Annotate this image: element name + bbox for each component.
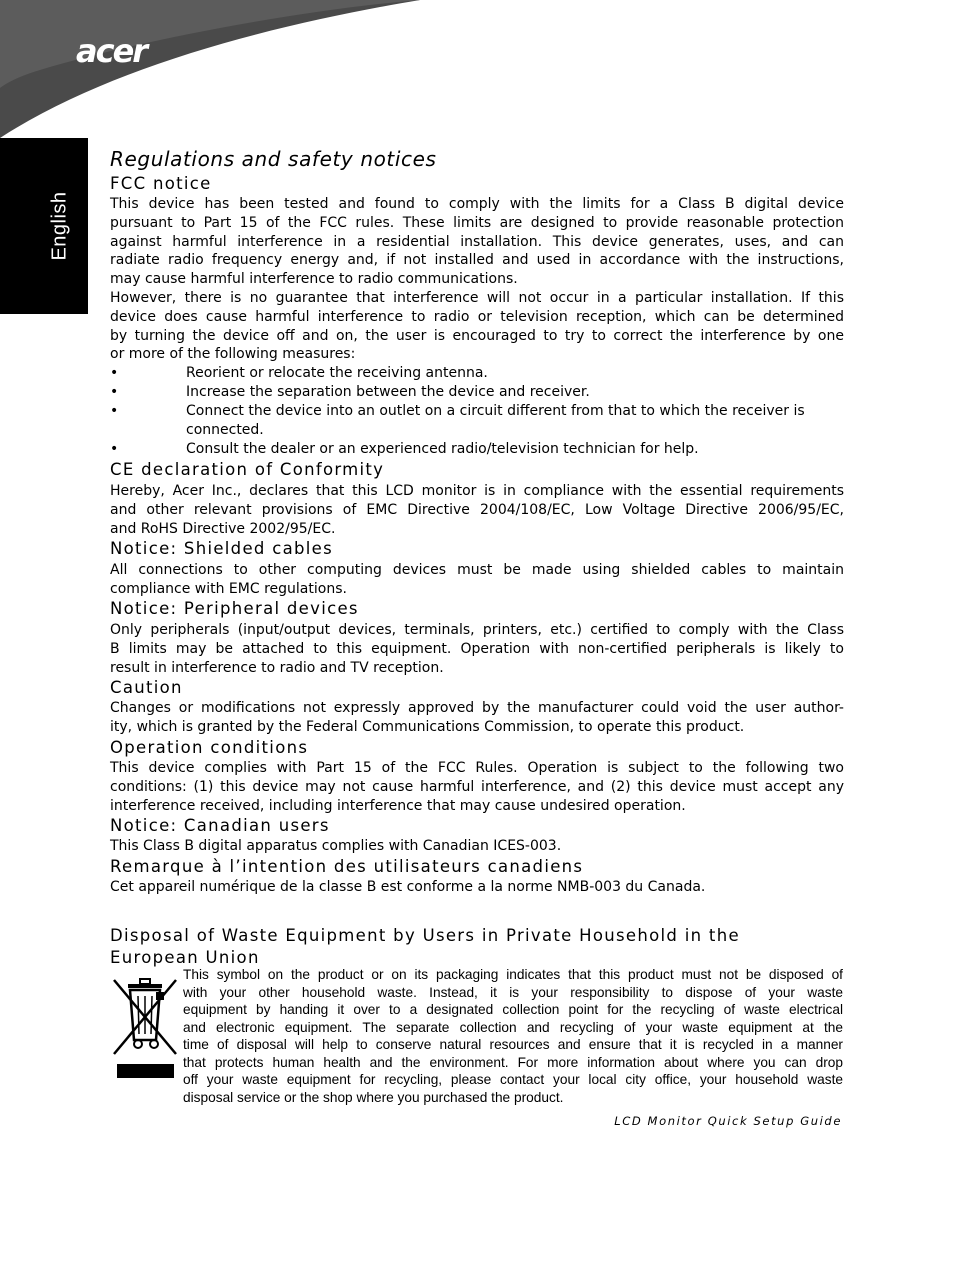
- acer-wordmark-icon: [74, 30, 164, 70]
- canadian-users-heading: Notice: Canadian users: [110, 816, 330, 835]
- bullet-icon: •: [110, 384, 119, 400]
- text-line: compliance with EMC regulations.: [110, 580, 347, 597]
- fcc-paragraph-2: [110, 289, 844, 364]
- header-swoosh: [0, 0, 954, 140]
- text-line: Hereby, Acer Inc., declares that this LCD monitor is in compliance with the essential requirements: [110, 483, 844, 499]
- bullet-icon: •: [110, 365, 119, 381]
- crossed-out-wheelie-bin-icon: [108, 974, 182, 1080]
- text-line: and electronic equipment. The separate collection and recycling of your waste equipment at the: [183, 1019, 843, 1035]
- operation-conditions-heading: Operation conditions: [110, 738, 309, 757]
- text-line: and RoHS Directive 2002/95/EC.: [110, 520, 336, 537]
- text-line: This Class B digital apparatus complies with Canadian ICES-003.: [110, 838, 562, 854]
- peripheral-devices-heading: Notice: Peripheral devices: [110, 599, 359, 618]
- text-line: disposal service or the shop where you purchased the product.: [183, 1089, 564, 1105]
- page-title: Regulations and safety notices: [110, 147, 437, 171]
- weee-heading-line-1: Disposal of Waste Equipment by Users in Private Household in the: [110, 926, 740, 945]
- text-line: This device has been tested and found to comply with the limits for a Class B digital device: [110, 196, 844, 212]
- weee-heading-line-2: European Union: [110, 948, 260, 967]
- list-item-text: Reorient or relocate the receiving antenna.: [186, 365, 488, 381]
- shielded-cables-heading: Notice: Shielded cables: [110, 539, 334, 558]
- bullet-icon: •: [110, 403, 119, 419]
- text-line: equipment by handing it over to a designated collection point for the recycling of waste electrical: [183, 1002, 843, 1017]
- ce-heading: CE declaration of Conformity: [110, 460, 385, 479]
- fcc-heading: FCC notice: [110, 174, 212, 193]
- text-line: and other relevant provisions of EMC Directive 2004/108/EC, Low Voltage Directive 2006/95/EC,: [110, 501, 844, 518]
- language-tab-label: English: [48, 191, 71, 261]
- text-line: radiate radio frequency energy and, if not installed and used in accordance with the instructions,: [110, 252, 844, 269]
- fcc-paragraph-1: [110, 195, 844, 289]
- text-line: This symbol on the product or on its packaging indicates that this product must not be disposed of: [183, 967, 843, 982]
- text-line: that protects human health and the environment. For more information about where you can drop: [183, 1054, 843, 1070]
- list-item-text: Consult the dealer or an experienced radio/television technician for help.: [186, 441, 699, 457]
- ce-paragraph: [110, 482, 844, 538]
- text-line: conditions: (1) this device may not cause harmful interference, and (2) this device must accept any: [110, 778, 844, 795]
- text-line: or more of the following measures:: [110, 346, 356, 363]
- caution-paragraph: [110, 699, 844, 737]
- list-item-text: Increase the separation between the device and receiver.: [186, 384, 590, 400]
- text-line: result in interference to radio and TV reception.: [110, 659, 444, 676]
- text-line: ity, which is granted by the Federal Communications Commission, to operate this product.: [110, 718, 745, 735]
- svg-text:acer: acer: [76, 32, 147, 70]
- text-line: Cet appareil numérique de la classe B est conforme a la norme NMB-003 du Canada.: [110, 879, 706, 895]
- text-line: against harmful interference in a residential installation. This device generates, uses, and can: [110, 233, 844, 250]
- text-line: by turning the device off and on, the user is encouraged to try to correct the interference by one: [110, 327, 844, 344]
- text-line: All connections to other computing devices must be made using shielded cables to maintain: [110, 562, 844, 578]
- text-line: device does cause harmful interference to radio or television reception, which can be determined: [110, 308, 844, 325]
- text-line: This device complies with Part 15 of the FCC Rules. Operation is subject to the following two: [110, 760, 844, 776]
- text-line: Changes or modifications not expressly approved by the manufacturer could void the user author-: [110, 700, 844, 716]
- footer-guide-title: LCD Monitor Quick Setup Guide: [614, 1114, 842, 1128]
- language-side-tab: [0, 138, 88, 314]
- canadian-users-paragraph: [110, 837, 844, 856]
- weee-paragraph: [183, 966, 843, 1106]
- operation-conditions-paragraph: [110, 759, 844, 815]
- remarque-heading: Remarque à l’intention des utilisateurs canadiens: [110, 857, 584, 876]
- text-line: B limits may be attached to this equipment. Operation with non-certified peripherals is likely to: [110, 640, 844, 657]
- peripheral-devices-paragraph: [110, 621, 844, 677]
- text-line: with your other household waste. Instead, it is your responsibility to dispose of your waste: [183, 984, 843, 1000]
- text-line: However, there is no guarantee that interference will not occur in a particular installation. If this: [110, 290, 844, 306]
- text-line: time of disposal will help to conserve natural resources and ensure that it is recycled in a manner: [183, 1037, 843, 1052]
- caution-heading: Caution: [110, 678, 183, 697]
- remarque-paragraph: [110, 878, 844, 897]
- list-item-text: Connect the device into an outlet on a circuit different from that to which the receiver is connected.: [186, 403, 805, 438]
- shielded-cables-paragraph: [110, 561, 844, 599]
- text-line: Only peripherals (input/output devices, terminals, printers, etc.) certified to comply with the Class: [110, 622, 844, 638]
- text-line: pursuant to Part 15 of the FCC rules. These limits are designed to provide reasonable protection: [110, 214, 844, 231]
- text-line: may cause harmful interference to radio communications.: [110, 271, 518, 288]
- bullet-icon: •: [110, 441, 119, 457]
- text-line: interference received, including interference that may cause undesired operation.: [110, 797, 686, 814]
- text-line: off your waste equipment for recycling, please contact your local city office, your household waste: [183, 1072, 843, 1087]
